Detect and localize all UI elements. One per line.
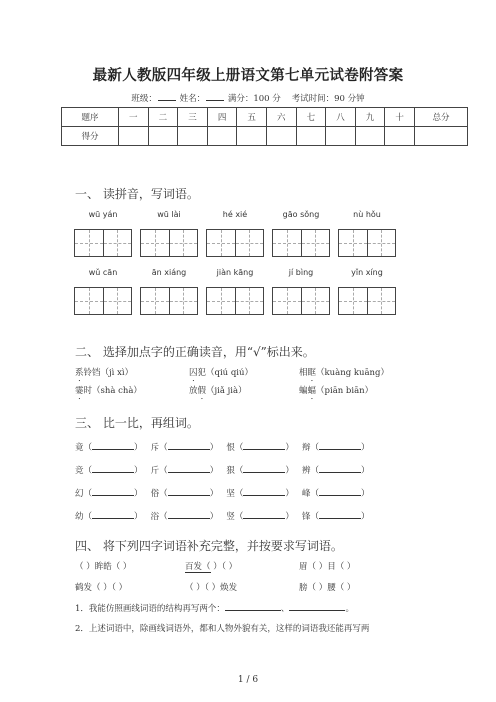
score-cell[interactable]: [207, 127, 237, 146]
header-cell: 五: [237, 108, 267, 127]
pinyin: hé xié: [222, 210, 248, 219]
pinyin: yǐn xíng: [351, 268, 383, 277]
idiom-item[interactable]: 百发（ ）（ ）: [185, 562, 238, 572]
score-cell[interactable]: [415, 127, 468, 146]
header-cell: 六: [266, 108, 296, 127]
compare-row: 竞（ ） 斤（ ） 狠（ ） 辨（ ）: [75, 466, 370, 476]
answer-blank[interactable]: [243, 487, 285, 496]
section2-heading: 二、 选择加点字的正确读音，用“√”标出来。: [75, 345, 315, 359]
reading-item[interactable]: 蝙蝠（piān biān）: [299, 386, 374, 396]
idiom-item[interactable]: 鹤发（ ）（ ）: [75, 583, 128, 593]
page-number: 1 / 6: [237, 675, 259, 685]
class-label: 班级：: [131, 94, 157, 104]
answer-blank[interactable]: [92, 441, 134, 450]
writing-grid[interactable]: [74, 229, 132, 257]
exam-info: [0, 91, 496, 104]
score-cell[interactable]: [237, 127, 267, 146]
compare-row: 幻（ ） 俗（ ） 坚（ ） 峰（ ）: [75, 489, 370, 499]
marked-char: 囚: [189, 368, 198, 378]
writing-grid[interactable]: [140, 287, 198, 315]
answer-blank[interactable]: [92, 510, 134, 519]
exam-title: 最新人教版四年级上册语文第七单元试卷附答案: [92, 68, 404, 84]
answer-blank[interactable]: [319, 510, 361, 519]
score-cell[interactable]: [355, 127, 385, 146]
reading-item[interactable]: 霎时（shà chà）: [75, 386, 142, 396]
header-cell: 四: [207, 108, 237, 127]
answer-blank[interactable]: [92, 487, 134, 496]
underline-mark: [185, 572, 211, 573]
name-blank[interactable]: [206, 91, 224, 101]
idiom-item[interactable]: 眉（ ）目（ ）: [299, 562, 356, 572]
header-cell: 二: [148, 108, 178, 127]
score-cell[interactable]: [296, 127, 326, 146]
header-cell: 一: [119, 108, 149, 127]
pinyin: wū yán: [88, 210, 118, 219]
section1-heading: 一、 读拼音，写词语。: [75, 187, 199, 201]
score-table: [61, 107, 468, 146]
pinyin: wǔ cān: [88, 268, 118, 277]
score-cell[interactable]: [119, 127, 149, 146]
idiom-item[interactable]: 膀（ ）腰（ ）: [299, 583, 356, 593]
score-label: 满分：100 分: [227, 94, 281, 104]
reading-item[interactable]: 系铃铛（jì xì）: [75, 368, 134, 378]
header-cell: 题序: [62, 108, 119, 127]
answer-blank[interactable]: [168, 510, 210, 519]
question-2: 2．上述词语中，除画线词语外，都和人物外貌有关，这样的词语我还能再写两: [75, 624, 370, 634]
pinyin: jiàn kāng: [216, 268, 254, 277]
score-cell[interactable]: [326, 127, 356, 146]
header-cell: 九: [355, 108, 385, 127]
answer-blank[interactable]: [289, 602, 345, 611]
answer-blank[interactable]: [168, 464, 210, 473]
answer-blank[interactable]: [243, 510, 285, 519]
score-cell[interactable]: [178, 127, 208, 146]
answer-blank[interactable]: [168, 441, 210, 450]
writing-grid[interactable]: [272, 229, 330, 257]
score-cell[interactable]: [266, 127, 296, 146]
score-cell[interactable]: [148, 127, 178, 146]
header-cell: 三: [178, 108, 208, 127]
class-blank[interactable]: [158, 91, 176, 101]
section4-heading: 四、 将下列四字词语补充完整，并按要求写词语。: [75, 539, 343, 553]
pinyin: wū lài: [157, 210, 181, 219]
writing-grid[interactable]: [140, 229, 198, 257]
marked-char: 系: [75, 368, 84, 378]
writing-grid[interactable]: [206, 287, 264, 315]
marked-char: 霎: [75, 386, 84, 396]
writing-grid[interactable]: [206, 229, 264, 257]
writing-grid[interactable]: [74, 287, 132, 315]
score-cell[interactable]: [385, 127, 415, 146]
reading-item[interactable]: 相眶（kuàng kuāng）: [299, 368, 389, 378]
pinyin: nù hǒu: [353, 210, 381, 219]
answer-blank[interactable]: [319, 487, 361, 496]
score-table-header: [62, 108, 468, 127]
answer-blank[interactable]: [168, 487, 210, 496]
marked-char: 假: [197, 386, 207, 396]
header-cell: 十: [385, 108, 415, 127]
answer-blank[interactable]: [319, 464, 361, 473]
idiom-item[interactable]: （ ）眸皓（ ）: [75, 562, 132, 572]
header-cell: 总分: [415, 108, 468, 127]
compare-row: 竟（ ） 斥（ ） 恨（ ） 辩（ ）: [75, 443, 370, 453]
idiom-item[interactable]: （ ）（ ）焕发: [185, 583, 238, 593]
answer-blank[interactable]: [319, 441, 361, 450]
writing-grid[interactable]: [338, 287, 396, 315]
marked-char: 蝠: [307, 386, 317, 396]
answer-blank[interactable]: [92, 464, 134, 473]
answer-blank[interactable]: [243, 441, 285, 450]
writing-grid[interactable]: [272, 287, 330, 315]
row-label: 得分: [62, 127, 119, 146]
reading-item[interactable]: 囚犯（qiú qiú）: [189, 368, 253, 378]
question-1: 1．我能仿照画线词语的结构再写两个： 、 。: [75, 604, 354, 614]
answer-blank[interactable]: [225, 602, 281, 611]
writing-grid[interactable]: [338, 229, 396, 257]
score-table-row: [62, 127, 468, 146]
answer-blank[interactable]: [243, 464, 285, 473]
header-cell: 八: [326, 108, 356, 127]
compare-row: 幼（ ） 浴（ ） 竖（ ） 锋（ ）: [75, 512, 370, 522]
pinyin: gāo sǒng: [282, 210, 320, 219]
pinyin: ān xiáng: [151, 268, 187, 277]
section3-heading: 三、 比一比，再组词。: [75, 416, 199, 430]
name-label: 姓名：: [179, 94, 206, 104]
pinyin: jí bìng: [288, 268, 314, 277]
marked-char: 眶: [307, 368, 317, 378]
header-cell: 七: [296, 108, 326, 127]
time-label: 考试时间：90 分钟: [291, 94, 365, 104]
reading-item[interactable]: 放假（jiǎ jià）: [189, 386, 247, 396]
